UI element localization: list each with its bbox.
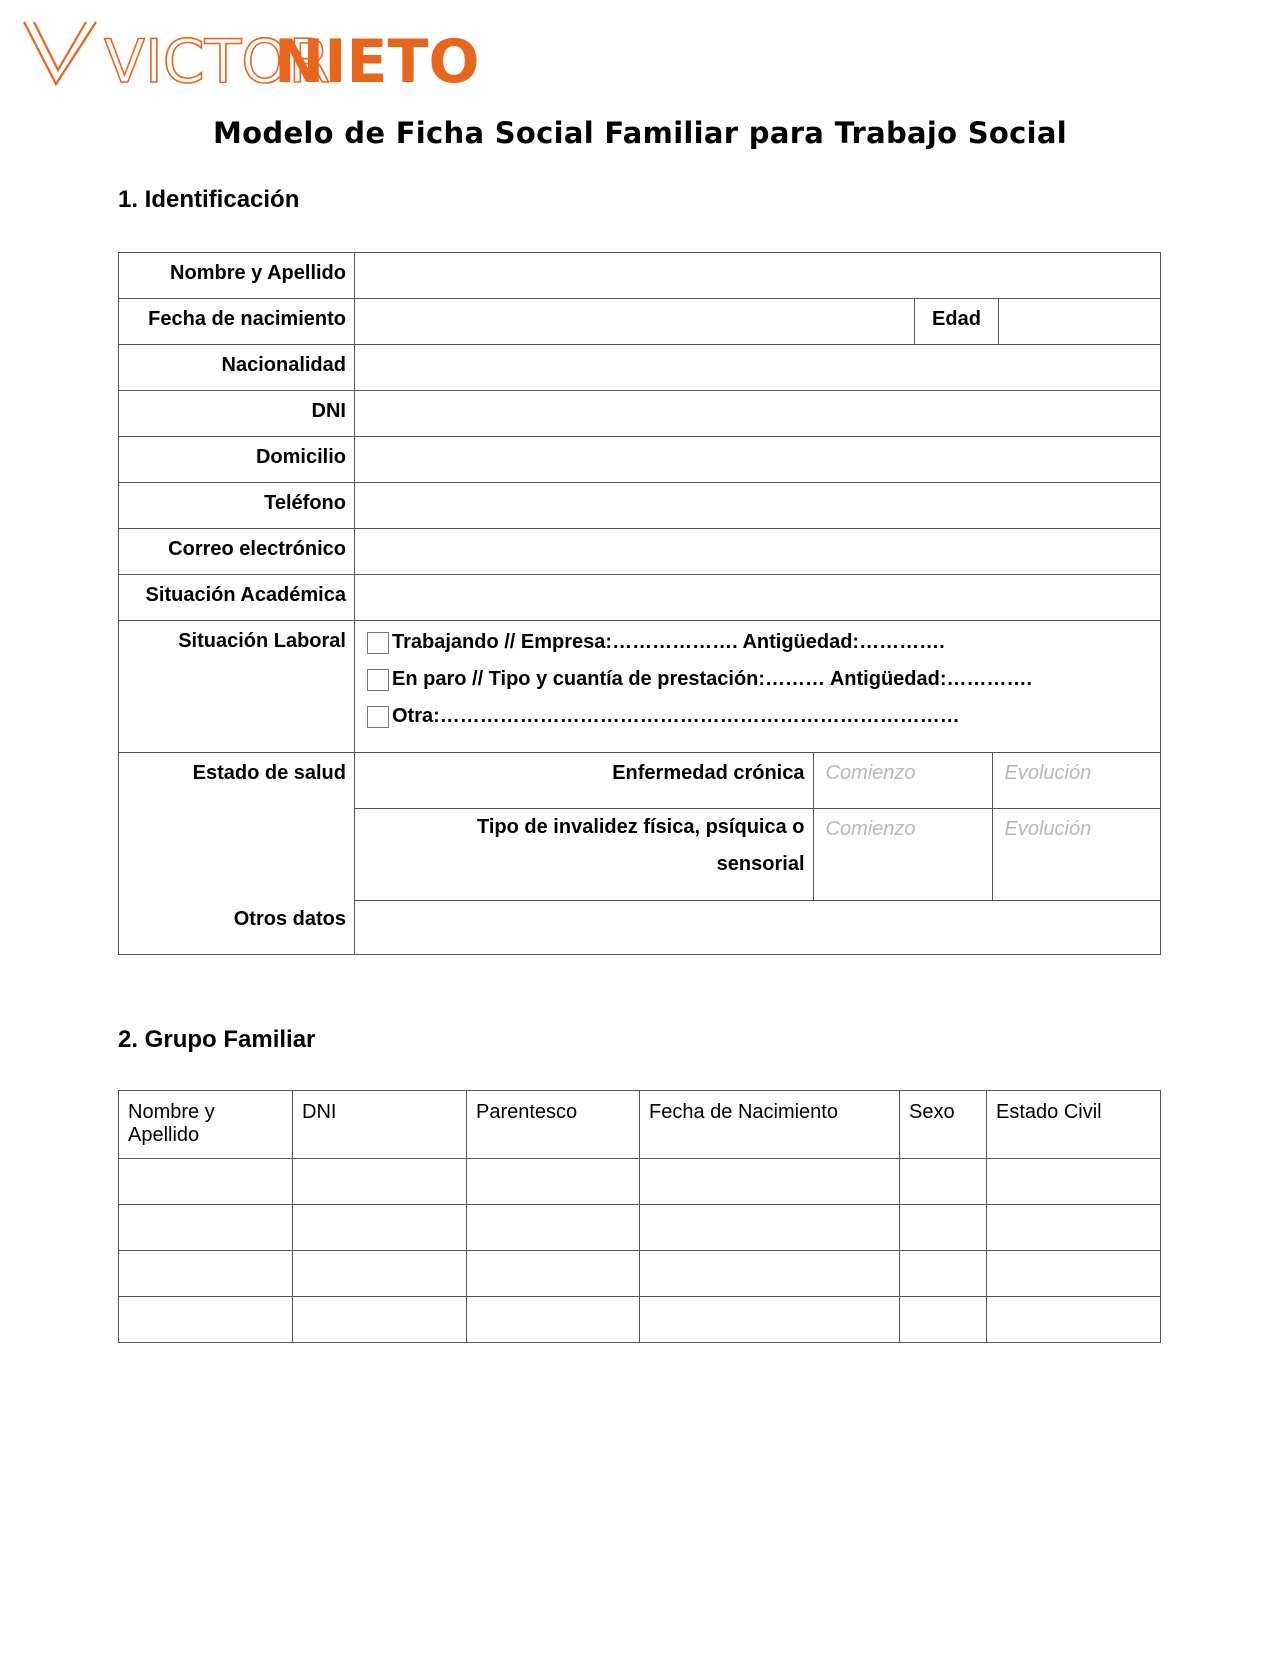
- table-cell[interactable]: [467, 1159, 640, 1205]
- salud-block: [355, 753, 1161, 955]
- table-cell[interactable]: [119, 1251, 293, 1297]
- label-correo: Correo electrónico: [119, 529, 355, 575]
- label-situacion-academica: Situación Académica: [119, 575, 355, 621]
- label-otros-datos: Otros datos: [233, 908, 346, 930]
- table-cell[interactable]: [119, 1297, 293, 1343]
- label-estado-salud: [119, 753, 355, 955]
- label-salud-text: Estado de salud: [192, 762, 346, 784]
- laboral-option-text: Otra:……………………………………………………………………: [392, 705, 960, 727]
- logo-nieto-text: NIETO: [274, 27, 480, 97]
- table-row: [119, 1297, 1161, 1343]
- table-cell[interactable]: [900, 1205, 987, 1251]
- section-heading-identificacion: 1. Identificación: [118, 186, 300, 213]
- col-header-parentesco: Parentesco: [467, 1091, 640, 1159]
- field-fecha-nacimiento[interactable]: [355, 299, 915, 345]
- laboral-option-otra: [355, 698, 1160, 735]
- field-cronica-evolucion[interactable]: Evolución: [992, 753, 1161, 808]
- table-row: [119, 1205, 1161, 1251]
- table-cell[interactable]: [467, 1251, 640, 1297]
- field-dni[interactable]: [355, 391, 1161, 437]
- section-heading-grupo-familiar: 2. Grupo Familiar: [118, 1026, 316, 1053]
- field-edad[interactable]: [999, 299, 1161, 345]
- label-domicilio: Domicilio: [119, 437, 355, 483]
- field-invalidez-evolucion[interactable]: Evolución: [992, 808, 1161, 900]
- table-cell[interactable]: [640, 1159, 900, 1205]
- family-table-header: [119, 1091, 1161, 1159]
- table-cell[interactable]: [293, 1159, 467, 1205]
- col-header-sexo: Sexo: [900, 1091, 987, 1159]
- table-cell[interactable]: [640, 1297, 900, 1343]
- page-title: Modelo de Ficha Social Familiar para Trabajo Social: [213, 116, 1067, 150]
- logo-v-mark: [24, 22, 96, 84]
- label-nombre: Nombre y Apellido: [119, 253, 355, 299]
- col-header-fecha-nacimiento: Fecha de Nacimiento: [640, 1091, 900, 1159]
- table-cell[interactable]: [119, 1205, 293, 1251]
- table-cell[interactable]: [467, 1297, 640, 1343]
- laboral-option-text: Trabajando // Empresa:………………. Antigüedad:………….: [392, 631, 945, 653]
- label-invalidez-line1: Tipo de invalidez física, psíquica o: [477, 815, 805, 838]
- table-cell[interactable]: [119, 1159, 293, 1205]
- field-domicilio[interactable]: [355, 437, 1161, 483]
- label-edad: Edad: [915, 299, 999, 345]
- field-situacion-academica[interactable]: [355, 575, 1161, 621]
- label-dni: DNI: [119, 391, 355, 437]
- salud-inner-table: [355, 753, 1161, 954]
- table-cell[interactable]: [640, 1205, 900, 1251]
- field-telefono[interactable]: [355, 483, 1161, 529]
- table-cell[interactable]: [987, 1205, 1161, 1251]
- label-enfermedad-cronica: Enfermedad crónica: [355, 753, 813, 808]
- label-fecha-nacimiento: Fecha de nacimiento: [119, 299, 355, 345]
- field-otros-datos[interactable]: [355, 900, 1161, 954]
- table-cell[interactable]: [900, 1159, 987, 1205]
- label-situacion-laboral: Situación Laboral: [119, 621, 355, 753]
- label-invalidez-line2: sensorial: [716, 852, 805, 875]
- field-correo[interactable]: [355, 529, 1161, 575]
- table-cell[interactable]: [987, 1297, 1161, 1343]
- checkbox-paro[interactable]: [367, 669, 389, 691]
- field-situacion-laboral: [355, 621, 1161, 753]
- table-cell[interactable]: [293, 1251, 467, 1297]
- label-nacionalidad: Nacionalidad: [119, 345, 355, 391]
- table-cell[interactable]: [293, 1205, 467, 1251]
- field-cronica-comienzo[interactable]: Comienzo: [813, 753, 992, 808]
- field-nacionalidad[interactable]: [355, 345, 1161, 391]
- victor-nieto-logo: [22, 18, 480, 97]
- checkbox-otra[interactable]: [367, 706, 389, 728]
- identification-table: [118, 252, 1161, 955]
- laboral-option-paro: [355, 661, 1160, 698]
- table-row: [119, 1251, 1161, 1297]
- table-cell[interactable]: [467, 1205, 640, 1251]
- label-invalidez: [355, 808, 813, 900]
- family-table: [118, 1090, 1161, 1343]
- col-header-dni: DNI: [293, 1091, 467, 1159]
- field-invalidez-comienzo[interactable]: Comienzo: [813, 808, 992, 900]
- table-cell[interactable]: [640, 1251, 900, 1297]
- table-cell[interactable]: [987, 1251, 1161, 1297]
- laboral-option-text: En paro // Tipo y cuantía de prestación:……… Antigüedad:………….: [392, 668, 1033, 690]
- table-cell[interactable]: [293, 1297, 467, 1343]
- col-header-estado-civil: Estado Civil: [987, 1091, 1161, 1159]
- label-telefono: Teléfono: [119, 483, 355, 529]
- table-row: [119, 1159, 1161, 1205]
- checkbox-trabajando[interactable]: [367, 632, 389, 654]
- col-header-nombre: Nombre y Apellido: [119, 1091, 293, 1159]
- logo-victor-text: VICTOR: [104, 27, 331, 97]
- table-cell[interactable]: [987, 1159, 1161, 1205]
- table-cell[interactable]: [900, 1297, 987, 1343]
- table-cell[interactable]: [900, 1251, 987, 1297]
- field-nombre[interactable]: [355, 253, 1161, 299]
- laboral-option-trabajando: [355, 624, 1160, 661]
